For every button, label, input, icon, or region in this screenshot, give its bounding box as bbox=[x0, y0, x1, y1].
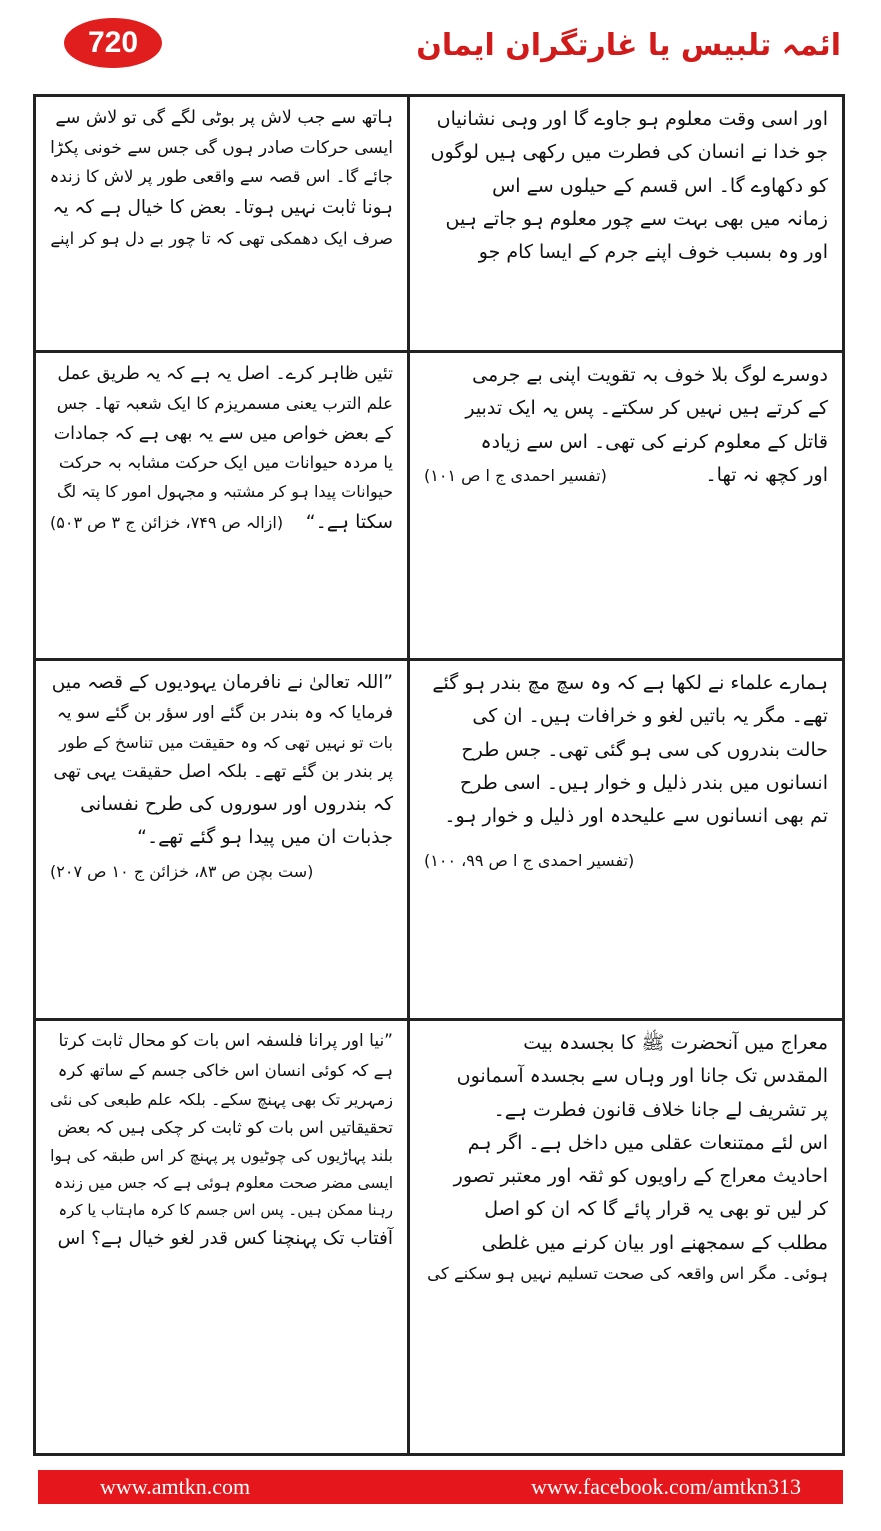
citation: (تفسیر احمدی ج ا ص ۹۹، ۱۰۰) bbox=[424, 851, 635, 871]
citation: (ازالہ ص ۷۴۹، خزائن ج ۳ ص ۵۰۳) bbox=[50, 513, 284, 533]
row-2-left-cell bbox=[36, 353, 407, 658]
text-line: ہمارے علماء نے لکھا ہے کہ وہ سچ مچ بندر ہو گئے bbox=[432, 672, 828, 694]
text-line: معراج میں آنحضرت ﷺ کا بجسدہ بیت bbox=[523, 1032, 828, 1054]
text-line: کو دکھاوے گا۔ اس قسم کے حیلوں سے اس bbox=[492, 174, 828, 197]
text-line: حیوانات پیدا ہو کر مشتبہ و مجہول امور کا پتہ لگ bbox=[56, 482, 393, 501]
text-line: ”اللہ تعالیٰ نے نافرمان یہودیوں کے قصہ میں bbox=[51, 672, 393, 693]
text-line: یا مردہ حیوانات میں ایک حرکت مشابہ بہ حرکت bbox=[58, 453, 393, 473]
text-line: کے کرتے ہیں نہیں کر سکتے۔ پس یہ ایک تدبیر bbox=[465, 397, 828, 420]
footer-bar bbox=[38, 1470, 843, 1504]
text-line: تم بھی انسانوں سے علیحدہ اور ذلیل و خوار ہو۔ bbox=[444, 805, 828, 827]
text-line: احادیث معراج کے راویوں کو ثقہ اور معتبر تصور bbox=[453, 1165, 828, 1187]
row-3-left-cell bbox=[36, 661, 407, 1018]
text-line: کر لیں تو بھی یہ قرار پائے گا کہ ان کو اصل bbox=[484, 1198, 828, 1221]
text-line: تحقیقاتیں اس بات کو ثابت کر چکی ہیں کہ بعض bbox=[57, 1117, 393, 1137]
text-line: جو خدا نے انسان کی فطرت میں رکھی ہیں لوگوں bbox=[430, 141, 828, 164]
text-line: جذبات ان میں پیدا ہو گئے تھے۔“ bbox=[137, 826, 393, 848]
page-number: 720 bbox=[87, 26, 139, 59]
text-line: ہے کہ کوئی انسان اس خاکی جسم کے ساتھ کرہ bbox=[57, 1060, 393, 1080]
text-line: صرف ایک دھمکی تھی کہ تا چور بے دل ہو کر اپنے bbox=[50, 228, 393, 248]
text-line: ہاتھ سے جب لاش پر بوٹی لگے گی تو لاش سے bbox=[55, 108, 393, 128]
text-line: بات تو نہیں تھی کہ وہ حقیقت میں تناسخ کے طور bbox=[59, 733, 393, 753]
row-3-right-cell bbox=[410, 661, 842, 1018]
text-line: تھے۔ مگر یہ باتیں لغو و خرافات ہیں۔ ان کی bbox=[472, 705, 828, 728]
row-1-right-cell bbox=[410, 97, 842, 350]
text-line: سکتا ہے۔“ bbox=[305, 511, 393, 533]
citation: (تفسیر احمدی ج ا ص ۱۰۱) bbox=[424, 466, 607, 485]
text-line: علم الترب یعنی مسمریزم کا ایک شعبہ تھا۔ جس bbox=[56, 393, 393, 413]
text-line: تئیں ظاہر کرے۔ اصل یہ ہے کہ یہ طریق عمل bbox=[57, 364, 393, 384]
text-line: دوسرے لوگ بلا خوف بہ تقویت اپنی بے جرمی bbox=[472, 364, 828, 386]
text-line: فرمایا کہ وہ بندر بن گئے اور سؤر بن گئے سو یہ bbox=[56, 703, 393, 724]
row-2-right-cell bbox=[410, 353, 842, 658]
text-line: اس لئے ممتنعات عقلی میں داخل ہے۔ اگر ہم bbox=[467, 1131, 828, 1154]
text-line: زمہریر تک بھی پہنچ سکے۔ بلکہ علم طبعی کی نئی bbox=[49, 1089, 393, 1109]
text-line: مطلب کے سمجھنے اور بیان کرنے میں غلطی bbox=[481, 1231, 828, 1254]
text-line: ایسی حرکات صادر ہوں گی جس سے خونی پکڑا bbox=[50, 137, 393, 158]
text-line: ایسی مضر صحت معلوم ہوئی ہے کہ جس میں زندہ bbox=[54, 1173, 393, 1192]
text-line: آفتاب تک پہنچنا کس قدر لغو خیال ہے؟ اس bbox=[57, 1228, 393, 1249]
text-line: ہوئی۔ مگر اس واقعہ کی صحت تسلیم نہیں ہو سکنے کی bbox=[427, 1263, 828, 1283]
text-line: اور وہ بسبب خوف اپنے جرم کے ایسا کام جو bbox=[478, 241, 828, 263]
text-line: حالت بندروں کی سی ہو گئی تھی۔ جس طرح bbox=[461, 738, 828, 761]
row-4-left-cell bbox=[36, 1021, 407, 1453]
text-line: بلند پہاڑیوں کی چوٹیوں پر پہنچ کر اس طبقہ کی ہوا bbox=[50, 1146, 393, 1165]
page-number-badge bbox=[64, 18, 162, 68]
text-line: ”نیا اور پرانا فلسفہ اس بات کو محال ثابت کرتا bbox=[58, 1031, 393, 1051]
citation: (ست بچن ص ۸۳، خزائن ج ۱۰ ص ۲۰۷) bbox=[50, 862, 314, 882]
text-line: پر تشریف لے جانا خلاف قانون فطرت ہے۔ bbox=[493, 1098, 828, 1121]
text-line: زمانہ میں بھی بہت سے چور معلوم ہو جاتے ہیں bbox=[445, 207, 828, 230]
text-line: پر بندر بن گئے تھے۔ بلکہ اصل حقیقت یہی تھی bbox=[53, 762, 393, 783]
row-1-left-cell bbox=[36, 97, 407, 350]
text-line: اور اسی وقت معلوم ہو جاوے گا اور وہی نشانیاں bbox=[436, 108, 828, 130]
facebook-link[interactable]: www.facebook.com/amtkn313 bbox=[531, 1474, 801, 1499]
book-title: ائمہ تلبیس یا غارتگران ایمان bbox=[416, 28, 841, 63]
website-link[interactable]: www.amtkn.com bbox=[100, 1474, 251, 1499]
text-line: اور کچھ نہ تھا۔ bbox=[705, 463, 828, 486]
text-line: قاتل کے معلوم کرنے کی تھی۔ اس سے زیادہ bbox=[480, 430, 828, 453]
text-line: ہونا ثابت نہیں ہوتا۔ بعض کا خیال ہے کہ یہ bbox=[52, 197, 393, 219]
text-line: کہ بندروں اور سوروں کی طرح نفسانی bbox=[80, 792, 393, 815]
text-line: کے بعض خواص میں سے یہ بھی ہے کہ جمادات bbox=[53, 423, 393, 444]
text-line: انسانوں میں بندر ذلیل و خوار ہیں۔ اسی طرح bbox=[459, 771, 828, 794]
text-line: المقدس تک جانا اور وہاں سے بجسدہ آسمانوں bbox=[456, 1065, 828, 1088]
row-4-right-cell bbox=[410, 1021, 842, 1453]
text-line: جائے گا۔ اس قصہ سے واقعی طور پر لاش کا زندہ bbox=[49, 167, 393, 187]
text-line: رہنا ممکن ہیں۔ پس اس جسم کا کرہ ماہتاب یا کرہ bbox=[58, 1200, 393, 1219]
